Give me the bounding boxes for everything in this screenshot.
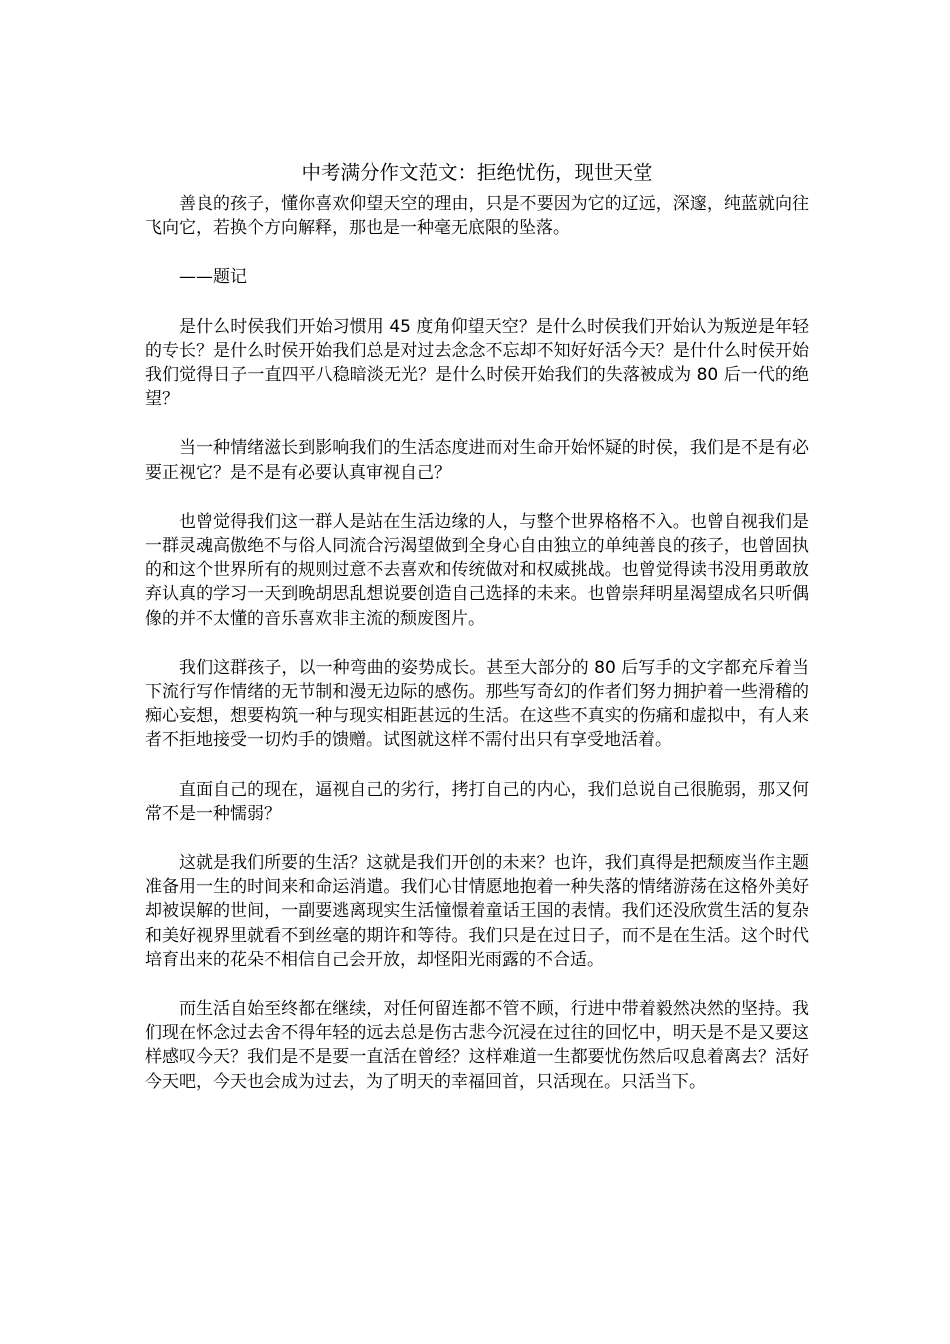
- paragraph-is-this-life: 这就是我们所要的生活？这就是我们开创的未来？也许，我们真得是把颓废当作主题准备用一生的时间来和命运消遣。我们心甘情愿地抱着一种失落的情绪游荡在这格外美好却被误解的世间，一副要逃离现实生活憧憬着童话王国的表情。我们还没欣赏生活的复杂和美好视界里就看不到丝毫的期许和等待。我们只是在过日子，而不是在生活。这个时代培育出来的花朵不相信自己会开放，却怪阳光雨露的不合适。: [145, 853, 809, 970]
- document-page: [145, 158, 809, 1119]
- paragraph-face-self: 直面自己的现在，逼视自己的劣行，拷打自己的内心，我们总说自己很脆弱，那又何常不是一种懦弱？: [145, 779, 809, 824]
- paragraph-epigraph: ——题记: [179, 267, 247, 288]
- paragraph-live-now: 而生活自始至终都在继续，对任何留连都不管不顾，行进中带着毅然决然的坚持。我们现在怀念过去舍不得年轻的远去总是伤古悲今沉浸在过往的回忆中，明天是不是又要这样感叹今天？我们是不是要一直活在曾经？这样难道一生都要忧伤然后叹息着离去？活好今天吧，今天也会成为过去，为了明天的幸福回首，只活现在。只活当下。: [145, 999, 809, 1092]
- document-title: 中考满分作文范文：拒绝忧伤，现世天堂: [301, 161, 653, 184]
- paragraph-questions: 是什么时侯我们开始习惯用 45 度角仰望天空？是什么时侯我们开始认为叛逆是年轻的专长？是什么时侯开始我们总是对过去念念不忘却不知好好活今天？是什什么时侯开始我们觉得日子一直四平八稳暗淡无光？是什么时侯开始我们的失落被成为 80 后一代的绝望？: [145, 316, 809, 410]
- paragraph-once-felt: 也曾觉得我们这一群人是站在生活边缘的人，与整个世界格格不入。也曾自视我们是一群灵魂高傲绝不与俗人同流合污渴望做到全身心自由独立的单纯善良的孩子，也曾固执的和这个世界所有的规则过意不去喜欢和传统做对和权威挑战。也曾觉得读书没用勇敢放弃认真的学习一天到晚胡思乱想说要创造自己选择的未来。也曾崇拜明星渴望成名只听偶像的并不太懂的音乐喜欢非主流的颓废图片。: [145, 511, 809, 629]
- paragraph-emotion: 当一种情绪滋长到影响我们的生活态度进而对生命开始怀疑的时侯，我们是不是有必要正视它？是不是有必要认真审视自己？: [145, 438, 809, 483]
- paragraph-intro: 善良的孩子，懂你喜欢仰望天空的理由，只是不要因为它的辽远，深邃，纯蓝就向往飞向它，若换个方向解释，那也是一种毫无底限的坠落。: [145, 194, 809, 239]
- paragraph-growing-up: 我们这群孩子，以一种弯曲的姿势成长。甚至大部分的 80 后写手的文字都充斥着当下流行写作情绪的无节制和漫无边际的感伤。那些写奇幻的作者们努力拥护着一些滑稽的痴心妄想，想要构筑一种与现实相距甚远的生活。在这些不真实的伤痛和虚拟中，有人来者不拒地接受一切灼手的馈赠。试图就这样不需付出只有享受地活着。: [145, 657, 809, 751]
